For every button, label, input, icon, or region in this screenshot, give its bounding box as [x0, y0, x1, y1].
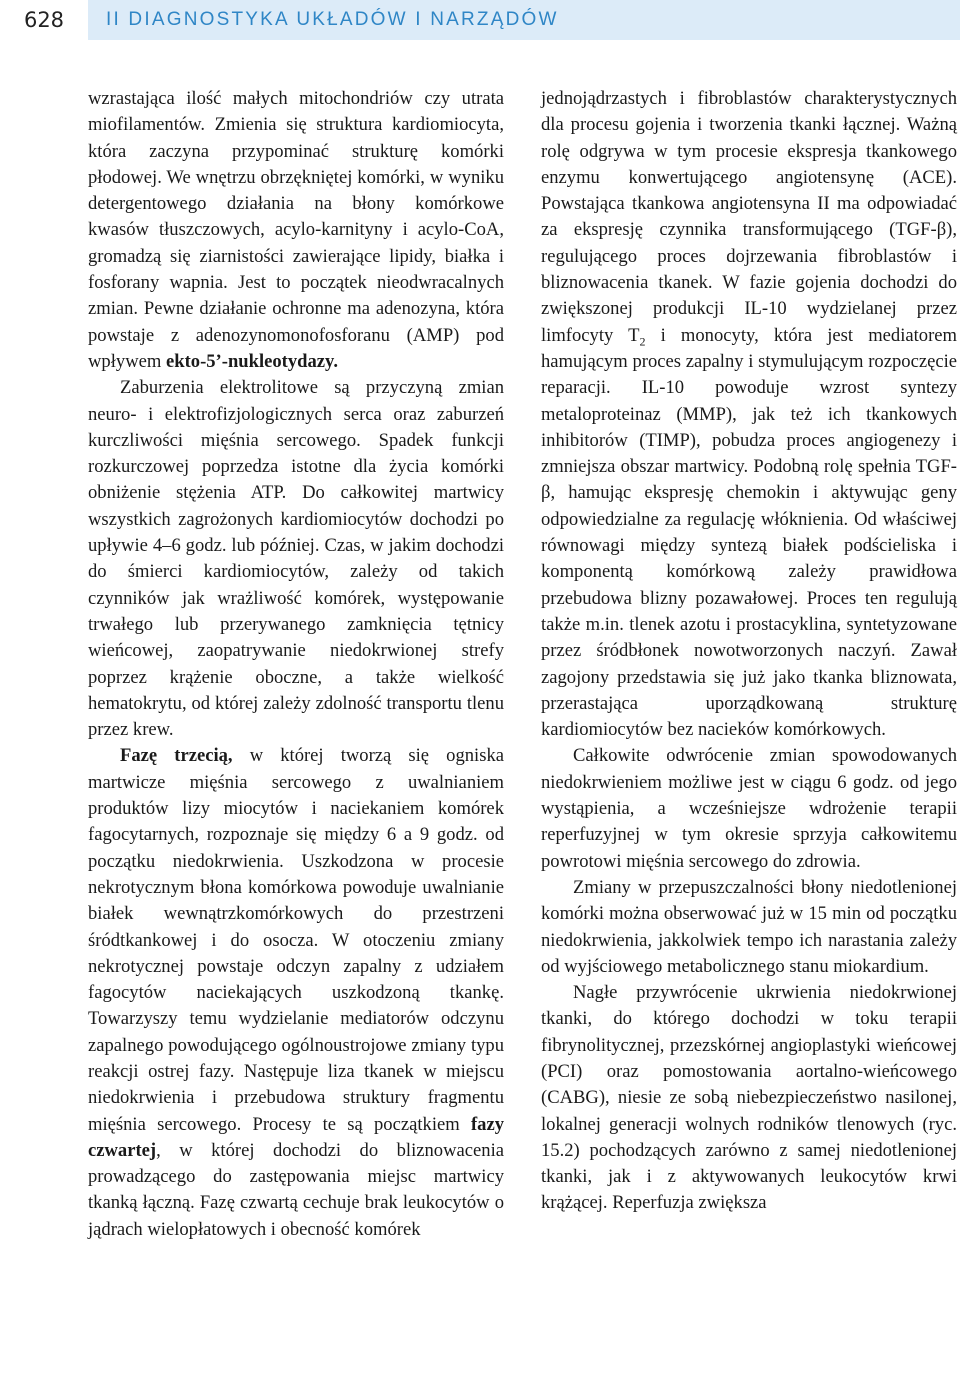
paragraph: Zmiany w przepuszczalności błony niedotlenionej komórki można obserwować już w 15 min od początku niedokrwienia, jakkolwiek tempo ich narastania zależy od wyjściowego metabolicznego stanu miokardium.: [541, 876, 957, 977]
page-header: [0, 0, 960, 40]
paragraph-text: , w której dochodzi do bliznowacenia prowadzącego do zastępowania miejsc martwicy tkanką łączną. Fazę czwartą cechuje brak leukocytów o jądrach wielopłatowych i obecność komórek: [88, 1139, 504, 1240]
paragraph: [88, 86, 504, 375]
paragraph: [541, 86, 957, 743]
subscript: 2: [639, 334, 646, 349]
bold-term: fazy czwartej: [88, 1113, 504, 1161]
paragraph: Zaburzenia elektrolitowe są przyczyną zmian neuro- i elektrofizjologicznych serca oraz zaburzeń kurczliwości mięśnia sercowego. Spadek funkcji rozkurczowej poprzedza istotne dla życia komórki obniżenie stężenia ATP. Do całkowitej martwicy wszystkich zagrożonych kardiomiocytów dochodzi po upływie 4–6 godz. lub później. Czas, w jakim dochodzi do śmierci kardiomiocytów, zależy od takich czynników jak wrażliwość komórek, występowanie trwałego lub przerywanego zamknięcia tętnicy wieńcowej, zaopatrywanie niedokrwionej strefy poprzez krążenie oboczne, a także wielkość hematokrytu, od której zależy zdolność transportu tlenu przez krew.: [88, 377, 504, 741]
paragraph-text: i monocyty, która jest mediatorem hamującym proces zapalny i stymulującym rozpoczęcie reparacji. IL-10 powoduje wzrost syntezy metaloproteinaz (MMP), jak też ich tkankowych inhibitorów (TIMP), pobudza proces angiogenezy i zmniejsza obszar martwicy. Podobną rolę spełnia TGF-β, hamując ekspresję chemokin i aktywując geny odpowiedzialne za regulację włóknienia. Od właściwej równowagi między syntezą białek podścieliska i komponentą komórkową zależy prawidłowa przebudowa blizny pozawałowej. Proces ten regulują także m.in. tlenek azotu i prostacyklina, syntetyzowane przez śródbłonek nowotworzonych naczyń. Zawał zagojony przedstawia się już jako tkanka bliznowata, przerastająca uporządkowaną strukturę kardiomiocytów bez nacieków komórkowych.: [541, 324, 957, 741]
paragraph-text: jednojądrzastych i fibroblastów charakterystycznych dla procesu gojenia i tworzenia tkanki łącznej. Ważną rolę odgrywa w tym procesie ekspresja tkankowego enzymu konwertującego angiotensynę (ACE). Powstająca tkankowa angiotensyna II ma odpowiadać za ekspresję czynnika transformującego (TGF-β), regulującego proces dojrzewania fibroblastów i bliznowacenia tkanek. W fazie gojenia dochodzi do zwiększonej produkcji IL-10 wydzielanej przez limfocyty T: [541, 88, 957, 346]
paragraph: [88, 743, 504, 1243]
paragraph: Całkowite odwrócenie zmian spowodowanych niedokrwieniem możliwe jest w ciągu 6 godz. od jego wystąpienia, a wcześniejsze wdrożenie terapii reperfuzyjnej w tym okresie sprzyja całkowitemu powrotowi mięśnia sercowego do zdrowia.: [541, 745, 957, 872]
paragraph-text: w której tworzą się ogniska martwicze mięśnia sercowego z uwalnianiem produktów lizy miocytów i naciekaniem komórek fagocytarnych, rozpoznaje się między 6 a 9 godz. od początku niedokrwienia. Uszkodzona w procesie nekrotycznym błona komórkowa powoduje uwalnianie białek wewnątrzkomórkowych do przestrzeni śródtkankowej i do osocza. W otoczeniu zmiany nekrotycznej powstaje odczyn zapalny z udziałem fagocytów naciekających uszkodzoną tkankę. Towarzyszy temu wydzielanie mediatorów odczynu zapalnego powodującego ogólnoustrojowe zmiany typu reakcji ostrej fazy. Następuje liza tkanek w miejscu niedokrwienia i przebudowa struktury fragmentu mięśnia sercowego. Procesy te są początkiem: [88, 745, 504, 1135]
bold-term: Fazę trzecią,: [120, 745, 233, 767]
right-column: [541, 86, 957, 1217]
bold-term: ekto-5’-nukleotydazy.: [165, 350, 338, 372]
paragraph-text: wzrastająca ilość małych mitochondriów czy utrata miofilamentów. Zmienia się struktura kardiomiocyta, która zaczyna przypominać strukturę komórki płodowej. We wnętrzu obrzękniętej komórki, w wyniku detergentowego działania na błony komórkowe kwasów tłuszczowych, acylo-karnityny i acylo-CoA, gromadzą się ziarnistości zawierające lipidy, białka i fosforany wapnia. Jest to początek nieodwracalnych zmian. Pewne działanie ochronne ma adenozyna, która powstaje z adenozynomonofosforanu (AMP) pod wpływem: [88, 88, 504, 372]
paragraph: Nagłe przywrócenie ukrwienia niedokrwionej tkanki, do którego dochodzi w toku terapii fibrynolitycznej, przezskórnej angioplastyki wieńcowej (PCI) oraz pomostowania aortalno-wieńcowego (CABG), niesie ze sobą niebezpieczeństwo nasilonej, lokalnej generacji wolnych rodników tlenowych (ryc. 15.2) pochodzących zarówno z samej niedotlenionej tkanki, jak i z aktywowanych leukocytów krwi krążącej. Reperfuzja zwiększa: [541, 982, 957, 1214]
left-column: [88, 86, 504, 1243]
page-number: 628: [0, 0, 88, 40]
section-title: II DIAGNOSTYKA UKŁADÓW I NARZĄDÓW: [88, 0, 960, 40]
